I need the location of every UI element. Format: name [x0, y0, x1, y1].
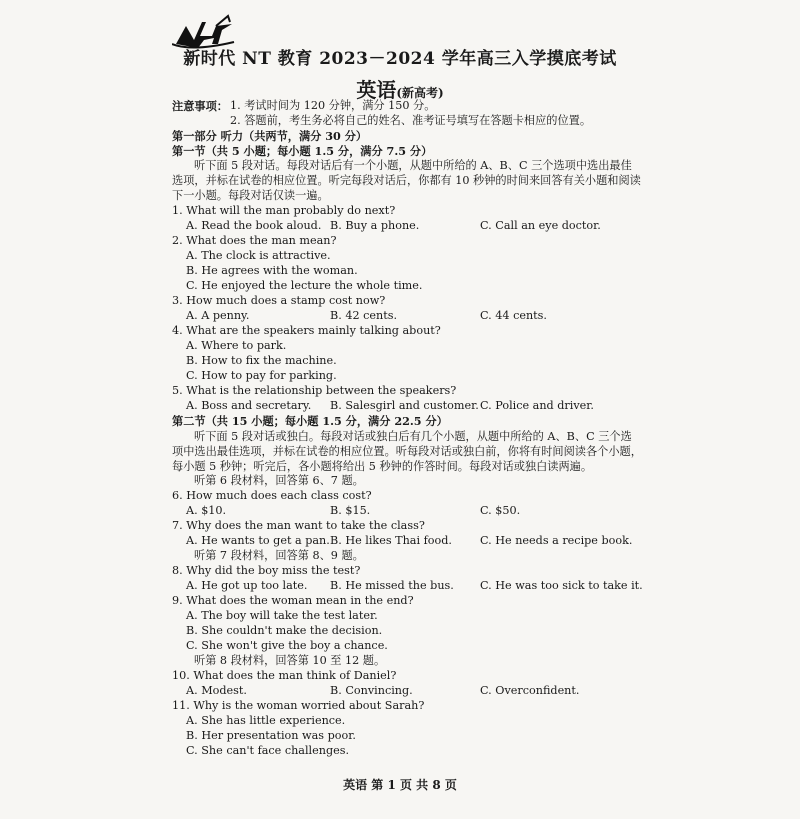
q1-option-b: B. Buy a phone.: [330, 219, 420, 232]
q6-option-a: A. $10.: [186, 504, 227, 517]
q11-stem: 11. Why is the woman worried about Sarah?: [172, 699, 425, 712]
q5-option-a: A. Boss and secretary.: [186, 399, 312, 412]
q8-option-a: A. He got up too late.: [186, 579, 308, 592]
q9-stem: 9. What does the woman mean in the end?: [172, 594, 414, 607]
subject-note: (新高考): [396, 86, 444, 100]
q6-option-b: B. $15.: [330, 504, 371, 517]
notes-label: 注意事项：: [172, 99, 228, 113]
q1-stem: 1. What will the man probably do next?: [172, 204, 396, 217]
section2-instructions: 听下面 5 段对话或独白。每段对话或独白后有几个小题，从题中所给的 A、B、C 三个选项中选出最佳选项，并标在试卷的相应位置。听每段对话或独白前，你将有时间阅读各个小题，每小题 5 秒钟；听完后，各小题将给出 5 秒钟的作答时间。每段对话或独白读两遍。: [172, 430, 642, 473]
q8-option-b: B. He missed the bus.: [330, 579, 454, 592]
q5-option-c: C. Police and driver.: [480, 399, 594, 412]
q10-option-c: C. Overconfident.: [480, 684, 580, 697]
q2-option-c: C. He enjoyed the lecture the whole time.: [186, 279, 423, 292]
q11-option-b: B. Her presentation was poor.: [186, 729, 356, 742]
q4-option-c: C. How to pay for parking.: [186, 369, 337, 382]
q11-option-a: A. She has little experience.: [186, 714, 346, 727]
dialogue-8-note: 听第 8 段材料，回答第 10 至 12 题。: [194, 654, 386, 667]
section1-heading: 第一节（共 5 小题；每小题 1.5 分，满分 7.5 分）: [172, 144, 433, 158]
q2-option-a: A. The clock is attractive.: [186, 249, 331, 262]
q9-option-a: A. The boy will take the test later.: [186, 609, 378, 622]
section1-instructions: 听下面 5 段对话。每段对话后有一个小题，从题中所给的 A、B、C 三个选项中选出最佳选项，并标在试卷的相应位置。听完每段对话后，你都有 10 秒钟的时间来回答有关小题和阅读下一小题。每段对话仅读一遍。: [172, 159, 641, 202]
q6-option-c: C. $50.: [480, 504, 521, 517]
q1-option-a: A. Read the book aloud.: [186, 219, 322, 232]
q3-stem: 3. How much does a stamp cost now?: [172, 294, 386, 307]
q10-option-b: B. Convincing.: [330, 684, 413, 697]
section2-heading: 第二节（共 15 小题；每小题 1.5 分，满分 22.5 分）: [172, 414, 448, 428]
page-footer: 英语 第 1 页 共 8 页: [343, 778, 457, 792]
q3-option-b: B. 42 cents.: [330, 309, 398, 322]
q9-option-b: B. She couldn't make the decision.: [186, 624, 383, 637]
q7-option-b: B. He likes Thai food.: [330, 534, 452, 547]
q7-stem: 7. Why does the man want to take the class?: [172, 519, 425, 532]
q7-option-c: C. He needs a recipe book.: [480, 534, 633, 547]
q7-option-a: A. He wants to get a pan.: [186, 534, 330, 547]
q10-option-a: A. Modest.: [186, 684, 247, 697]
notes-item-1: 1. 考试时间为 120 分钟，满分 150 分。: [230, 99, 436, 112]
q5-stem: 5. What is the relationship between the speakers?: [172, 384, 457, 397]
dialogue-7-note: 听第 7 段材料，回答第 8、9 题。: [194, 549, 364, 562]
subject-name: 英语: [356, 78, 397, 102]
notes-item-2: 2. 答题前，考生务必将自己的姓名、准考证号填写在答题卡相应的位置。: [230, 114, 592, 127]
q1-option-c: C. Call an eye doctor.: [480, 219, 601, 232]
q9-option-c: C. She won't give the boy a chance.: [186, 639, 388, 652]
q8-option-c: C. He was too sick to take it.: [480, 579, 643, 592]
q3-option-c: C. 44 cents.: [480, 309, 547, 322]
q4-stem: 4. What are the speakers mainly talking about?: [172, 324, 441, 337]
q8-stem: 8. Why did the boy miss the test?: [172, 564, 361, 577]
q5-option-b: B. Salesgirl and customer.: [330, 399, 479, 412]
q6-stem: 6. How much does each class cost?: [172, 489, 372, 502]
q3-option-a: A. A penny.: [186, 309, 250, 322]
exam-title: 新时代 NT 教育 2023－2024 学年高三入学摸底考试: [183, 49, 617, 69]
q4-option-a: A. Where to park.: [186, 339, 287, 352]
part1-heading: 第一部分 听力（共两节，满分 30 分）: [172, 129, 368, 143]
dialogue-6-note: 听第 6 段材料，回答第 6、7 题。: [194, 474, 364, 487]
q10-stem: 10. What does the man think of Daniel?: [172, 669, 397, 682]
q4-option-b: B. How to fix the machine.: [186, 354, 337, 367]
q2-stem: 2. What does the man mean?: [172, 234, 337, 247]
q11-option-c: C. She can't face challenges.: [186, 744, 350, 757]
q2-option-b: B. He agrees with the woman.: [186, 264, 358, 277]
